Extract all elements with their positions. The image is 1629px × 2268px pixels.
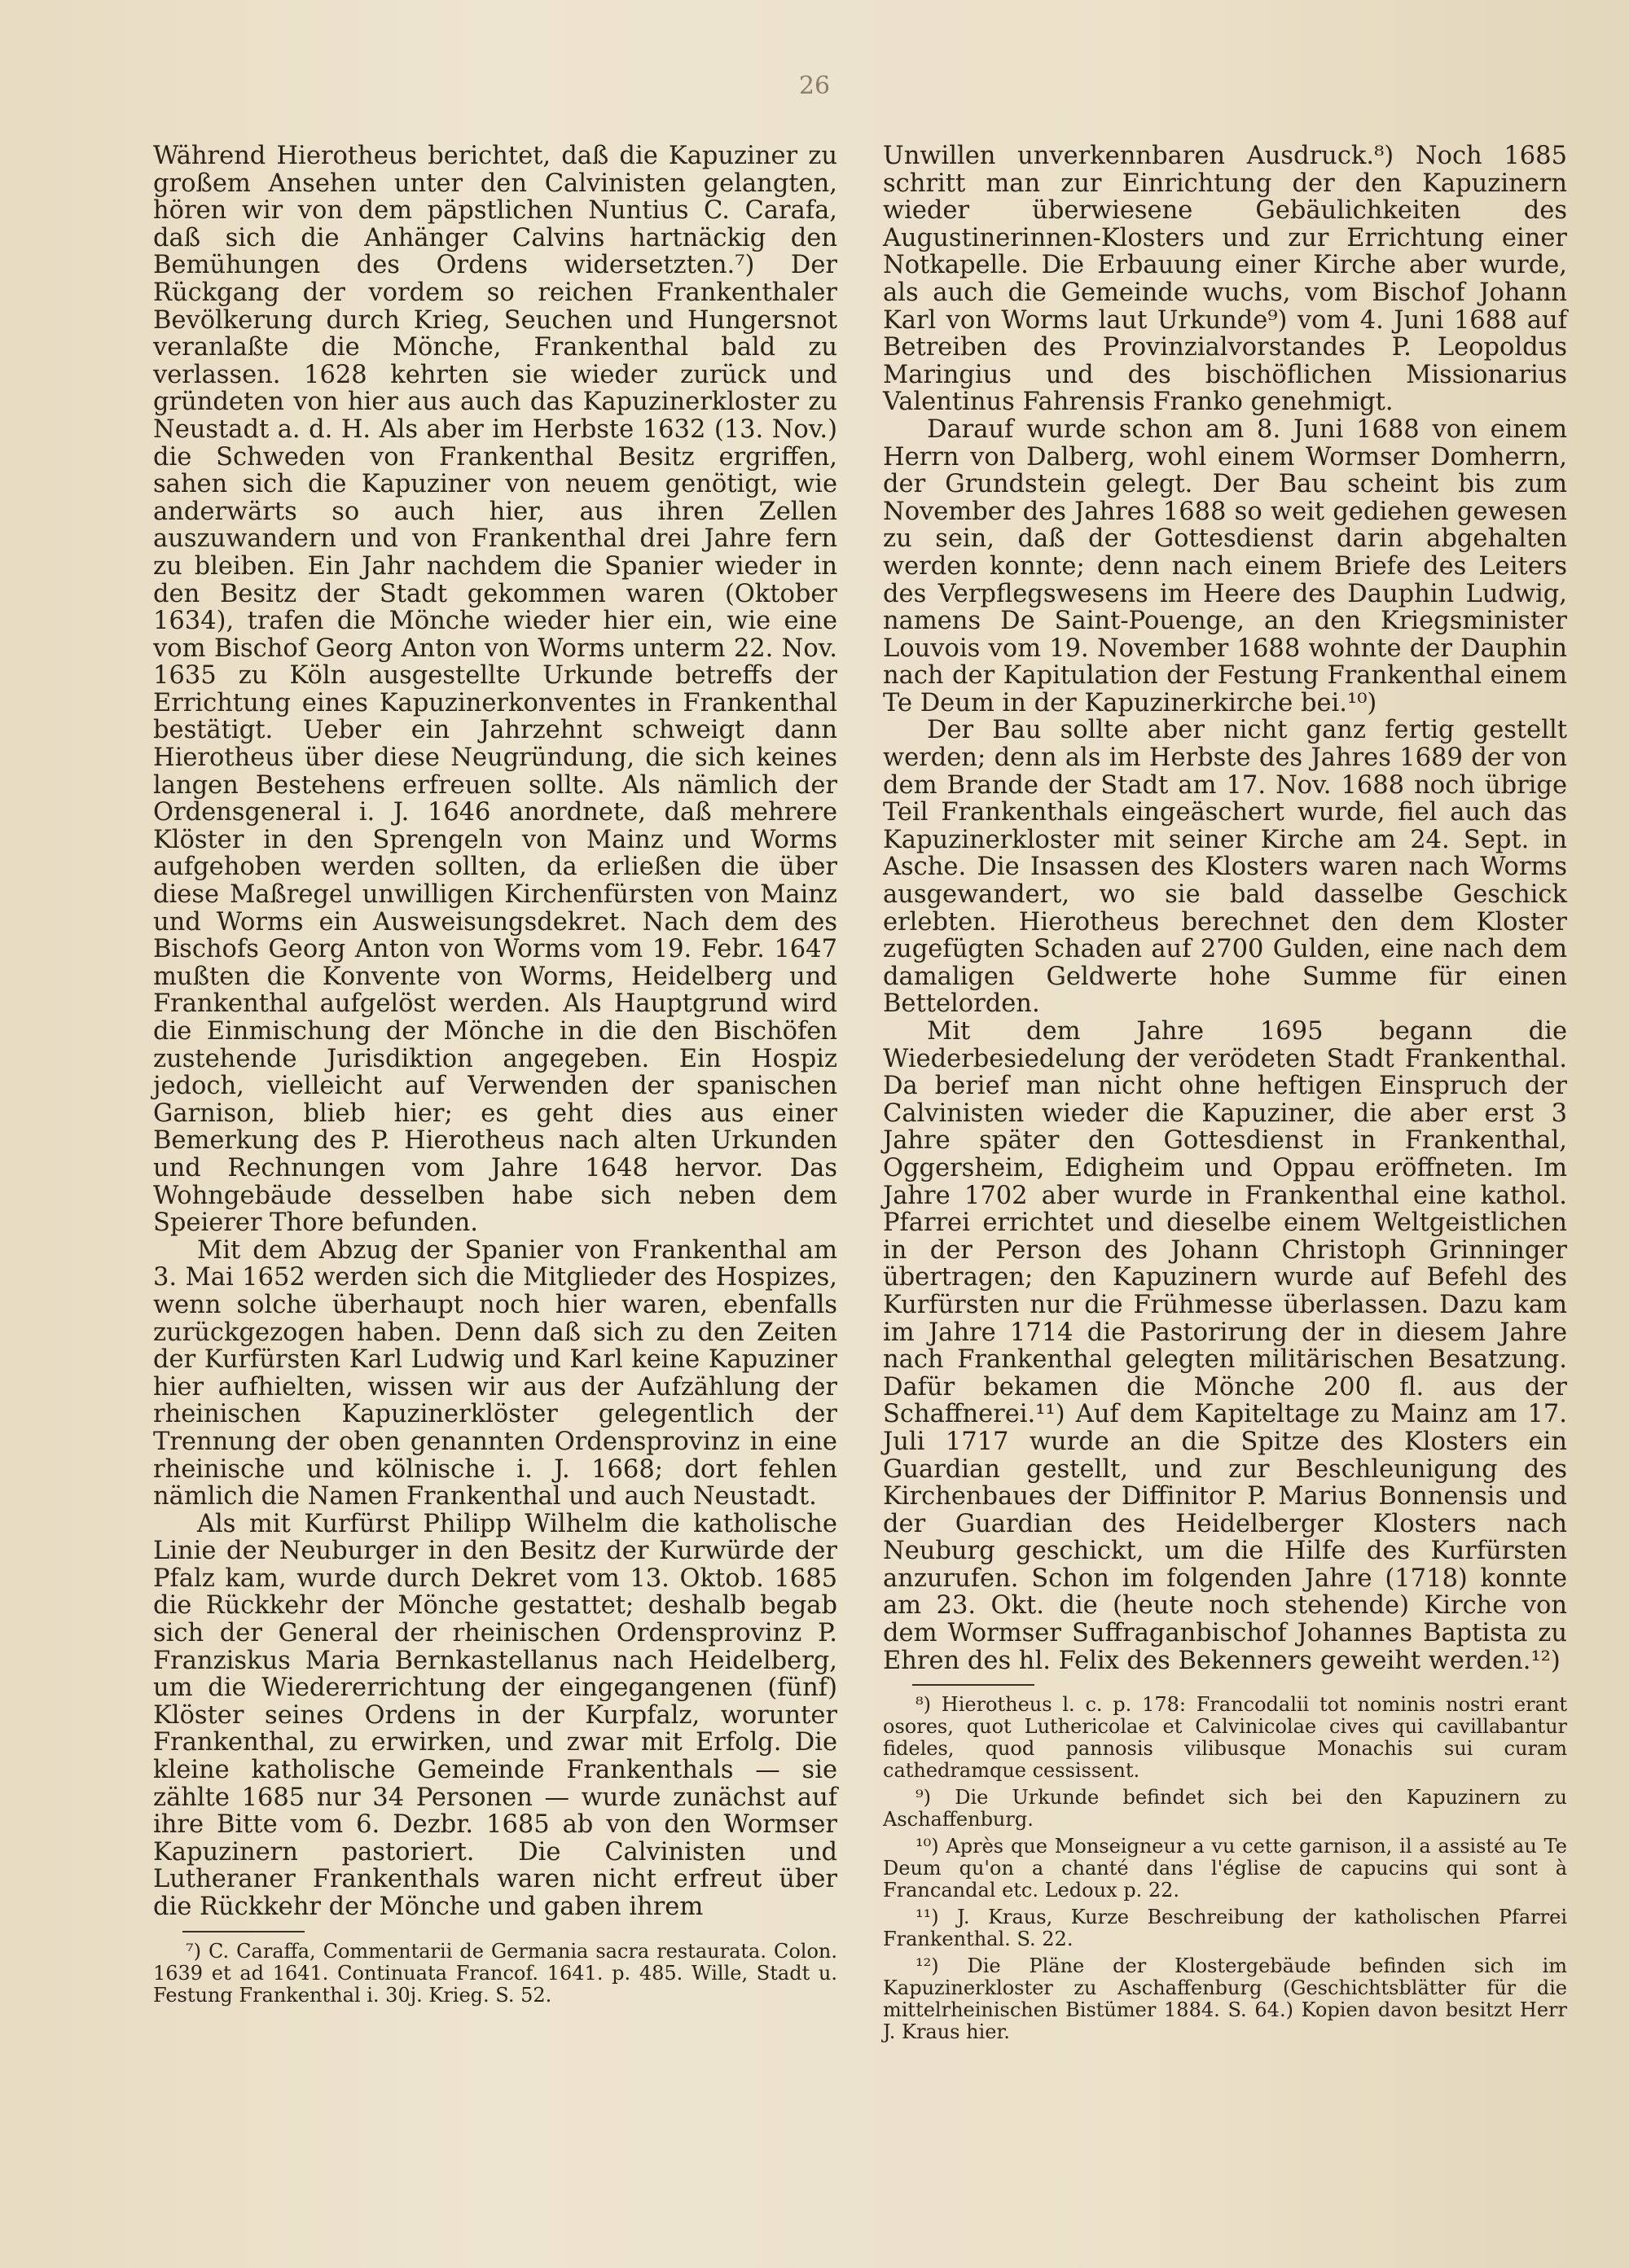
- paragraph: Unwillen unverkennbaren Ausdruck.⁸) Noch 1685 schritt man zur Einrichtung der den Kapuzinern wieder überwiesene Gebäulichkeiten des Augustinerinnen-Klosters und zur Errichtung einer Notkapelle. Die Erbauung einer Kirche aber wurde, als auch die Gemeinde wuchs, vom Bischof Johann Karl von Worms laut Urkunde⁹) vom 4. Juni 1688 auf Betreiben des Provinzialvorstandes P. Leopoldus Maringius und des bischöflichen Missionarius Valentinus Fahrensis Franko genehmigt.: [883, 142, 1567, 417]
- paragraph: Mit dem Jahre 1695 begann die Wiederbesiedelung der verödeten Stadt Frankenthal. Da berief man nicht ohne heftigen Einspruch der Calvinisten wieder die Kapuziner, die aber erst 3 Jahre später den Gottesdienst in Frankenthal, Oggersheim, Edigheim und Oppau eröffneten. Im Jahre 1702 aber wurde in Frankenthal eine kathol. Pfarrei errichtet und dieselbe einem Weltgeistlichen in der Person des Johann Christoph Grinninger übertragen; den Kapuzinern wurde auf Befehl des Kurfürsten nur die Frühmesse überlassen. Dazu kam im Jahre 1714 die Pastorirung der in diesem Jahre nach Frankenthal gelegten militärischen Besatzung. Dafür bekamen die Mönche 200 fl. aus der Schaffnerei.¹¹) Auf dem Kapiteltage zu Mainz am 17. Juli 1717 wurde an die Spitze des Klosters ein Guardian gestellt, und zur Beschleunigung des Kirchenbaues der Diffinitor P. Marius Bonnensis und der Guardian des Heidelberger Klosters nach Neuburg geschickt, um die Hilfe des Kurfürsten anzurufen. Schon im folgenden Jahre (1718) konnte am 23. Okt. die (heute noch stehende) Kirche von dem Wormser Suffraganbischof Johannes Baptista zu Ehren des hl. Felix des Bekenners geweiht werden.¹²): [883, 1017, 1567, 1675]
- footnote: ⁹) Die Urkunde befindet sich bei den Kapuzinern zu Aschaffenburg.: [883, 1786, 1567, 1832]
- footnotes: [883, 1694, 1567, 2043]
- right-column: [883, 143, 1567, 2048]
- footnote: ⁸) Hierotheus l. c. p. 178: Francodalii tot nominis nostri erant osores, quot Luthericolae et Calvinicolae cives qui cavillabantur fideles, quod pannosis vilibusque Monachis sui curam cathedramque cessissent.: [883, 1693, 1567, 1783]
- page-number: 26: [798, 72, 831, 100]
- paragraph: Als mit Kurfürst Philipp Wilhelm die katholische Linie der Neuburger in den Besitz der Kurwürde der Pfalz kam, wurde durch Dekret vom 13. Oktob. 1685 die Rückkehr der Mönche gestattet; deshalb begab sich der General der rheinischen Ordensprovinz P. Franziskus Maria Bernkastellanus nach Heidelberg, um die Wiedererrichtung der eingegangenen (fünf) Klöster seines Ordens in der Kurpfalz, worunter Frankenthal, zu erwirken, und zwar mit Erfolg. Die kleine katholische Gemeinde Frankenthals — sie zählte 1685 nur 34 Personen — wurde zunächst auf ihre Bitte vom 6. Dezbr. 1685 ab von den Wormser Kapuzinern pastoriert. Die Calvinisten und Lutheraner Frankenthals waren nicht erfreut über die Rückkehr der Mönche und gaben ihrem: [153, 1509, 837, 1921]
- footnote: ¹⁰) Après que Monseigneur a vu cette garnison, il a assisté au Te Deum qu'on a chanté dans l'église de capucins qui sont à Francandal etc. Ledoux p. 22.: [883, 1835, 1567, 1902]
- paragraph: Während Hierotheus berichtet, daß die Kapuziner zu großem Ansehen unter den Calvinisten gelangten, hören wir von dem päpstlichen Nuntius C. Carafa, daß sich die Anhänger Calvins hartnäckig den Bemühungen des Ordens widersetzten.⁷) Der Rückgang der vordem so reichen Frankenthaler Bevölkerung durch Krieg, Seuchen und Hungersnot veranlaßte die Mönche, Frankenthal bald zu verlassen. 1628 kehrten sie wieder zurück und gründeten von hier aus auch das Kapuzinerkloster zu Neustadt a. d. H. Als aber im Herbste 1632 (13. Nov.) die Schweden von Frankenthal Besitz ergriffen, sahen sich die Kapuziner von neuem genötigt, wie anderwärts so auch hier, aus ihren Zellen auszuwandern und von Frankenthal drei Jahre fern zu bleiben. Ein Jahr nachdem die Spanier wieder in den Besitz der Stadt gekommen waren (Oktober 1634), trafen die Mönche wieder hier ein, wie eine vom Bischof Georg Anton von Worms unterm 22. Nov. 1635 zu Köln ausgestellte Urkunde betreffs der Errichtung eines Kapuzinerkonventes in Frankenthal bestätigt. Ueber ein Jahrzehnt schweigt dann Hierotheus über diese Neugründung, die sich keines langen Bestehens erfreuen sollte. Als nämlich der Ordensgeneral i. J. 1646 anordnete, daß mehrere Klöster in den Sprengeln von Mainz und Worms aufgehoben werden sollten, da erließen die über diese Maßregel unwilligen Kirchenfürsten von Mainz und Worms ein Ausweisungsdekret. Nach dem des Bischofs Georg Anton von Worms vom 19. Febr. 1647 mußten die Konvente von Worms, Heidelberg und Frankenthal aufgelöst werden. Als Hauptgrund wird die Einmischung der Mönche in die den Bischöfen zustehende Jurisdiktion angegeben. Ein Hospiz jedoch, vielleicht auf Verwenden der spanischen Garnison, blieb hier; es geht dies aus einer Bemerkung des P. Hierotheus nach alten Urkunden und Rechnungen vom Jahre 1648 hervor. Das Wohngebäude desselben habe sich neben dem Speierer Thore befunden.: [153, 142, 837, 1238]
- footnote: ⁷) C. Caraffa, Commentarii de Germania sacra restaurata. Colon. 1639 et ad 1641. Continuata Francof. 1641. p. 485. Wille, Stadt u. Festung Frankenthal i. 30j. Krieg. S. 52.: [153, 1939, 837, 2007]
- footnotes: [153, 1941, 837, 2007]
- footnote: ¹²) Die Pläne der Klostergebäude befinden sich im Kapuzinerkloster zu Aschaffenburg (Geschichtsblätter für die mittelrheinischen Bistümer 1884. S. 64.) Kopien davon besitzt Herr J. Kraus hier.: [883, 1954, 1567, 2044]
- paragraph: Darauf wurde schon am 8. Juni 1688 von einem Herrn von Dalberg, wohl einem Wormser Domherrn, der Grundstein gelegt. Der Bau scheint bis zum November des Jahres 1688 so weit gediehen gewesen zu sein, daß der Gottesdienst darin abgehalten werden konnte; denn nach einem Briefe des Leiters des Verpflegswesens im Heere des Dauphin Ludwig, namens De Saint-Pouenge, an den Kriegsminister Louvois vom 19. November 1688 wohnte der Dauphin nach der Kapitulation der Festung Frankenthal einem Te Deum in der Kapuzinerkirche bei.¹⁰): [883, 415, 1567, 717]
- footnote-divider: [912, 1684, 1034, 1686]
- paragraph: Mit dem Abzug der Spanier von Frankenthal am 3. Mai 1652 werden sich die Mitglieder des Hospizes, wenn solche überhaupt noch hier waren, ebenfalls zurückgezogen haben. Denn daß sich zu den Zeiten der Kurfürsten Karl Ludwig und Karl keine Kapuziner hier aufhielten, wissen wir aus der Aufzählung der rheinischen Kapuzinerklöster gelegentlich der Trennung der oben genannten Ordensprovinz in eine rheinische und kölnische i. J. 1668; dort fehlen nämlich die Namen Frankenthal und auch Neustadt.: [153, 1235, 837, 1511]
- left-column: [153, 143, 837, 2011]
- footnote: ¹¹) J. Kraus, Kurze Beschreibung der katholischen Pfarrei Frankenthal. S. 22.: [883, 1906, 1567, 1951]
- footnote-divider: [182, 1931, 305, 1932]
- paragraph: Der Bau sollte aber nicht ganz fertig gestellt werden; denn als im Herbste des Jahres 1689 der von dem Brande der Stadt am 17. Nov. 1688 noch übrige Teil Frankenthals eingeäschert wurde, fiel auch das Kapuzinerkloster mit seiner Kirche am 24. Sept. in Asche. Die Insassen des Klosters waren nach Worms ausgewandert, wo sie bald dasselbe Geschick erlebten. Hierotheus berechnet den dem Kloster zugefügten Schaden auf 2700 Gulden, eine nach dem damaligen Geldwerte hohe Summe für einen Bettelorden.: [883, 716, 1567, 1019]
